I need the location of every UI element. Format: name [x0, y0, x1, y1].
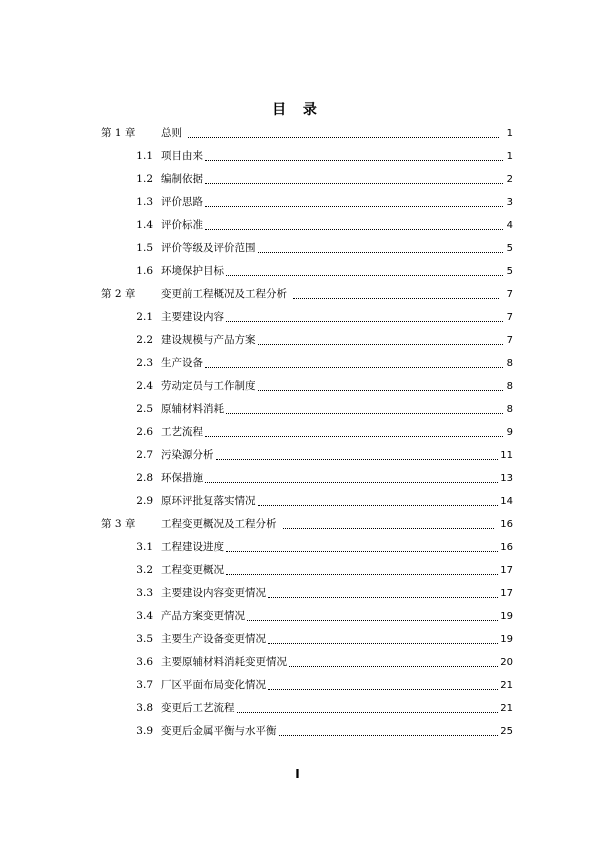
toc-number: 2.5	[136, 403, 153, 415]
toc-number: 2.1	[136, 311, 153, 323]
toc-section-3-3[interactable]	[101, 582, 513, 605]
dot-leader	[293, 294, 499, 299]
toc-page: 17	[500, 588, 513, 599]
toc-page: 7	[506, 289, 513, 300]
toc-page: 25	[500, 726, 513, 737]
toc-section-3-7[interactable]	[101, 674, 513, 697]
dot-leader	[279, 731, 499, 736]
toc-section-2-2[interactable]	[101, 329, 513, 352]
toc-section-1-2[interactable]	[101, 168, 513, 191]
toc-label: 原环评批复落实情况	[161, 495, 256, 507]
toc-label: 评价思路	[161, 196, 203, 208]
toc-number: 第 3 章	[101, 518, 136, 530]
dot-leader	[258, 248, 504, 253]
toc-section-2-8[interactable]	[101, 467, 513, 490]
toc-page: 21	[500, 703, 513, 714]
toc-label: 变更前工程概况及工程分析	[161, 288, 287, 300]
toc-page: 1	[506, 128, 513, 139]
toc-section-3-2[interactable]	[101, 559, 513, 582]
toc-section-2-1[interactable]	[101, 306, 513, 329]
dot-leader	[226, 271, 503, 276]
toc-label: 环境保护目标	[161, 265, 224, 277]
dot-leader	[205, 202, 503, 207]
toc-page: 7	[506, 335, 513, 346]
toc-number: 3.3	[136, 587, 153, 599]
toc-section-1-3[interactable]	[101, 191, 513, 214]
toc-section-1-6[interactable]	[101, 260, 513, 283]
toc-number: 3.6	[136, 656, 153, 668]
toc-number: 2.2	[136, 334, 153, 346]
toc-number: 第 2 章	[101, 288, 136, 300]
dot-leader	[205, 156, 503, 161]
dot-leader	[268, 593, 498, 598]
toc-label: 项目由来	[161, 150, 203, 162]
dot-leader	[205, 363, 503, 368]
toc-number: 1.4	[136, 219, 153, 231]
toc-number: 1.5	[136, 242, 153, 254]
toc-label: 厂区平面布局变化情况	[161, 679, 266, 691]
toc-label: 主要原辅材料消耗变更情况	[161, 656, 287, 668]
toc-label: 工艺流程	[161, 426, 203, 438]
toc-page: 11	[500, 450, 513, 461]
dot-leader	[258, 340, 504, 345]
toc-number: 1.3	[136, 196, 153, 208]
toc-label: 生产设备	[161, 357, 203, 369]
toc-label: 环保措施	[161, 472, 203, 484]
toc-page: 7	[506, 312, 513, 323]
toc-page: 3	[506, 197, 513, 208]
dot-leader	[237, 708, 499, 713]
toc-label: 工程建设进度	[161, 541, 224, 553]
toc-label: 评价等级及评价范围	[161, 242, 256, 254]
toc-section-1-4[interactable]	[101, 214, 513, 237]
toc-label: 原辅材料消耗	[161, 403, 224, 415]
toc-chapter-3[interactable]	[101, 513, 513, 536]
toc-page: 9	[506, 427, 513, 438]
toc-label: 建设规模与产品方案	[161, 334, 256, 346]
toc-label: 工程变更概况及工程分析	[161, 518, 277, 530]
toc-page: 19	[500, 611, 513, 622]
toc-label: 劳动定员与工作制度	[161, 380, 256, 392]
toc-section-3-9[interactable]	[101, 720, 513, 743]
toc-page: 8	[506, 381, 513, 392]
toc-section-2-3[interactable]	[101, 352, 513, 375]
toc-page: 19	[500, 634, 513, 645]
toc-page: 13	[500, 473, 513, 484]
dot-leader	[258, 386, 504, 391]
toc-label: 工程变更概况	[161, 564, 224, 576]
toc-label: 评价标准	[161, 219, 203, 231]
toc-section-2-9[interactable]	[101, 490, 513, 513]
toc-number: 3.5	[136, 633, 153, 645]
toc-section-3-8[interactable]	[101, 697, 513, 720]
toc-number: 3.9	[136, 725, 153, 737]
toc-page: 1	[506, 151, 513, 162]
dot-leader	[205, 432, 503, 437]
toc-number: 第 1 章	[101, 127, 136, 139]
toc-page: 21	[500, 680, 513, 691]
toc-page: 14	[500, 496, 513, 507]
dot-leader	[226, 317, 503, 322]
toc-section-2-4[interactable]	[101, 375, 513, 398]
toc-section-1-1[interactable]	[101, 145, 513, 168]
toc-label: 污染源分析	[161, 449, 214, 461]
dot-leader	[226, 409, 503, 414]
toc-label: 变更后金属平衡与水平衡	[161, 725, 277, 737]
toc-number: 1.2	[136, 173, 153, 185]
toc-number: 3.8	[136, 702, 153, 714]
toc-section-3-4[interactable]	[101, 605, 513, 628]
toc-label: 主要建设内容	[161, 311, 224, 323]
dot-leader	[268, 639, 498, 644]
table-of-contents	[101, 122, 513, 743]
toc-page: 5	[506, 243, 513, 254]
dot-leader	[247, 616, 498, 621]
toc-label: 总则	[161, 127, 182, 139]
toc-section-1-5[interactable]	[101, 237, 513, 260]
toc-page: 17	[500, 565, 513, 576]
toc-page: 16	[500, 542, 513, 553]
dot-leader	[226, 547, 498, 552]
toc-number: 2.9	[136, 495, 153, 507]
toc-section-2-5[interactable]	[101, 398, 513, 421]
toc-page: 8	[506, 404, 513, 415]
dot-leader	[289, 662, 498, 667]
toc-page: 5	[506, 266, 513, 277]
toc-section-3-1[interactable]	[101, 536, 513, 559]
toc-page: 8	[506, 358, 513, 369]
toc-number: 1.6	[136, 265, 153, 277]
dot-leader	[205, 478, 498, 483]
toc-number: 3.4	[136, 610, 153, 622]
toc-label: 主要生产设备变更情况	[161, 633, 266, 645]
toc-label: 变更后工艺流程	[161, 702, 235, 714]
toc-number: 2.8	[136, 472, 153, 484]
dot-leader	[216, 455, 499, 460]
toc-page: 16	[500, 519, 513, 530]
toc-title: 目 录	[272, 102, 323, 118]
toc-number: 3.2	[136, 564, 153, 576]
toc-number: 2.3	[136, 357, 153, 369]
dot-leader	[205, 179, 503, 184]
toc-number: 3.1	[136, 541, 153, 553]
toc-label: 产品方案变更情况	[161, 610, 245, 622]
toc-number: 2.4	[136, 380, 153, 392]
toc-label: 主要建设内容变更情况	[161, 587, 266, 599]
toc-section-3-6[interactable]	[101, 651, 513, 674]
dot-leader	[188, 133, 499, 138]
dot-leader	[283, 524, 495, 529]
toc-section-2-7[interactable]	[101, 444, 513, 467]
toc-page: 4	[506, 220, 513, 231]
toc-number: 2.6	[136, 426, 153, 438]
dot-leader	[258, 501, 499, 506]
toc-page: 2	[506, 174, 513, 185]
page-number: I	[295, 767, 300, 781]
dot-leader	[205, 225, 503, 230]
toc-page: 20	[500, 657, 513, 668]
dot-leader	[268, 685, 498, 690]
toc-label: 编制依据	[161, 173, 203, 185]
dot-leader	[226, 570, 498, 575]
toc-number: 3.7	[136, 679, 153, 691]
toc-section-2-6[interactable]	[101, 421, 513, 444]
toc-number: 1.1	[136, 150, 153, 162]
toc-chapter-2[interactable]	[101, 283, 513, 306]
toc-chapter-1[interactable]	[101, 122, 513, 145]
toc-section-3-5[interactable]	[101, 628, 513, 651]
toc-number: 2.7	[136, 449, 153, 461]
